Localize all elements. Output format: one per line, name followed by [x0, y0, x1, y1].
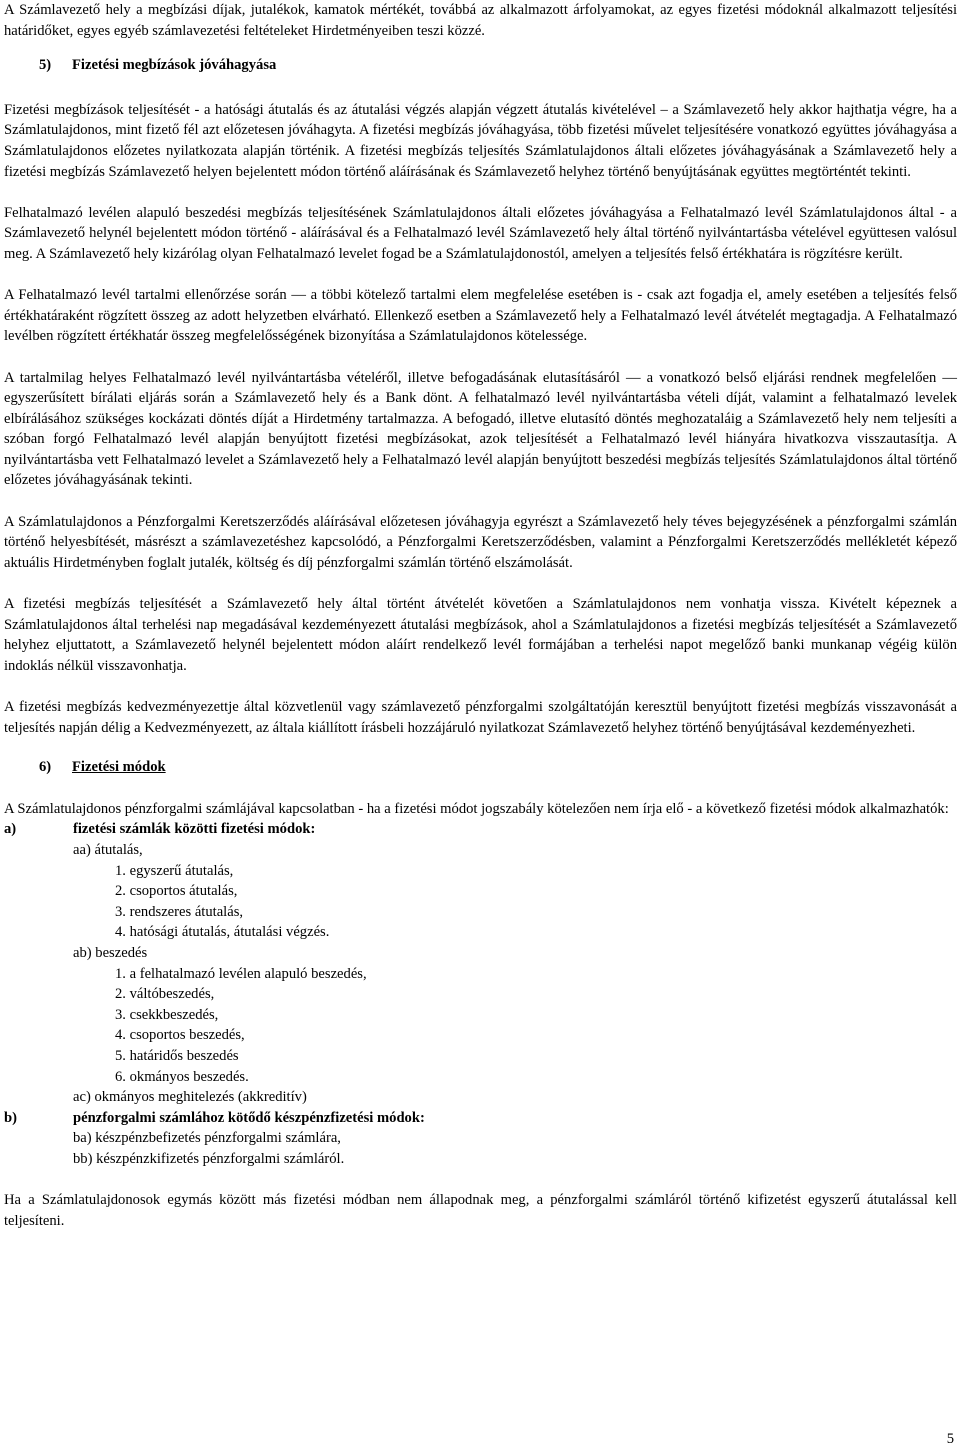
page-number: 5 [946, 1431, 954, 1447]
subgroup-ab-title: ab) beszedés [73, 944, 148, 961]
group-b-label: b) [4, 1109, 17, 1126]
section-5-title: Fizetési megbízások jóváhagyása [72, 57, 277, 74]
list-item: 2. váltóbeszedés, [115, 986, 215, 1003]
intro-paragraph: A Számlavezető hely a megbízási díjak, jutalékok, kamatok mértékét, továbbá az alkalmazott árfolyamokat, az egyes fizetési módoknál alkalmazott teljesítési határidőket, egyes egyéb számlavezetési feltételeket Hirdetményeiben teszi közzé. [4, 2, 957, 39]
list-item: 4. hatósági átutalás, átutalási végzés. [115, 924, 330, 941]
group-a-title: fizetési számlák közötti fizetési módok: [73, 821, 316, 838]
document-page [4, 0, 957, 1232]
subgroup-bb-title: bb) készpénzkifizetés pénzforgalmi számláról. [73, 1150, 345, 1167]
group-a-label: a) [4, 821, 17, 838]
group-b-title: pénzforgalmi számlához kötődő készpénzfizetési módok: [73, 1109, 425, 1126]
section-5-paragraph: A fizetési megbízás kedvezményezettje által közvetlenül vagy számlavezető pénzforgalmi szolgáltatóján keresztül benyújtott fizetési megbízás visszavonását a teljesítés napján délig a Kedvezményezett, az általa kiállított írásbeli hozzájáruló nyilatkozat Számlavezető helyhez történő benyújtásával kezdeményezheti. [4, 699, 957, 736]
section-5-number: 5) [39, 57, 52, 74]
list-item: 5. határidős beszedés [115, 1047, 239, 1064]
list-item: 6. okmányos beszedés. [115, 1068, 249, 1085]
section-6-title: Fizetési módok [72, 759, 166, 776]
payment-methods-list [4, 819, 957, 1169]
closing-paragraph: Ha a Számlatulajdonosok egymás között más fizetési módban nem állapodnak meg, a pénzforgalmi számláról történő kifizetést egyszerű átutalással kell teljesíteni. [4, 1192, 957, 1230]
list-item: 1. a felhatalmazó levélen alapuló beszedés, [115, 965, 367, 982]
group-a-heading [4, 819, 957, 840]
section-5-paragraph: A Felhatalmazó levél tartalmi ellenőrzése során — a többi kötelező tartalmi elem megfelelése esetében is - csak azt fogadja el, amely esetében a teljesítés felső értékhatáraként rögzített összeg az adott helyzetben elvárható. Ellenkező esetben a Számlavezető hely a Felhatalmazó levél átvételét megtagadja. A Felhatalmazó levélben rögzített értékhatár összeg megfelelősségének bizonyítása a Számlatulajdonos kötelessége. [4, 287, 957, 345]
list-item: 3. rendszeres átutalás, [115, 903, 244, 920]
section-5-paragraph: A fizetési megbízás teljesítését a Számlavezető hely által történt átvételét követően a Számlatulajdonos nem vonhatja vissza. Kivételt képeznek a Számlatulajdonos által terhelési nap megadásával kezdeményezett átutalási megbízások, ahol a Számlatulajdonos a fizetési megbízás teljesítését a Számlavezető helyhez eljuttatott, a Számlavezető helynél bejelentett módon aláírt rendelkező levél formájában a terhelési napot megelőző banki munkanap végéig külön indoklás nélkül visszavonhatja. [4, 596, 957, 674]
section-6-number: 6) [39, 759, 52, 776]
section-5-paragraph: Fizetési megbízások teljesítését - a hatósági átutalás és az átutalási végzés alapján végzett átutalás kivételével – a Számlavezető hely akkor hajthatja végre, ha a Számlatulajdonos, mint fizető fél azt előzetesen jóváhagyta. A fizetési megbízás jóváhagyása, több fizetési művelet teljesítésére vonatkozó együttes jóváhagyása a Számlatulajdonos előzetes nyilatkozata alapján történik. A fizetési megbízás teljesítés Számlatulajdonos általi előzetes jóváhagyásának a Számlavezető hely a fizetési megbízás Számlavezető helyen bejelentett módon történő aláírásának és Számlavezető helyhez történő benyújtásának együttes megtörténtét tekinti. [4, 101, 957, 180]
section-5-paragraph: Felhatalmazó levélen alapuló beszedési megbízás teljesítésének Számlatulajdonos általi előzetes jóváhagyása a Felhatalmazó levél Számlatulajdonos által - a Számlavezető helynél bejelentett módon történő - aláírásával és a Felhatalmazó levél Számlavezető hely által történő nyilvántartásba vételével együttesen valósul meg. A Számlavezető hely kizárólag olyan Felhatalmazó levelet fogad be a Számlatulajdonostól, amelyen a teljesítés felső értékhatára is rögzítésre került. [4, 204, 957, 262]
subgroup-ac-title: ac) okmányos meghitelezés (akkreditív) [73, 1089, 307, 1106]
list-item: 3. csekkbeszedés, [115, 1006, 219, 1023]
section-6-intro: A Számlatulajdonos pénzforgalmi számlájával kapcsolatban - ha a fizetési módot jogszabály kötelezően nem írja elő - a következő fizetési módok alkalmazhatók: [4, 800, 949, 817]
list-item: 2. csoportos átutalás, [115, 883, 238, 900]
section-5-paragraph: A Számlatulajdonos a Pénzforgalmi Keretszerződés aláírásával előzetesen jóváhagyja egyrészt a Számlavezető hely téves bejegyzésének a pénzforgalmi számlán történő helyesbítését, másrészt a számlavezetéshez kapcsolódó, a Pénzforgalmi Keretszerződésben, valamint a Pénzforgalmi Keretszerződés mellékletét képező aktuális Hirdetményben foglalt jutalék, költség és díj pénzforgalmi számlán történő elszámolását. [4, 513, 957, 571]
group-b-heading [4, 1108, 957, 1129]
subgroup-aa-title: aa) átutalás, [73, 841, 143, 858]
subgroup-ba-title: ba) készpénzbefizetés pénzforgalmi számlára, [73, 1130, 341, 1147]
section-5-heading [4, 55, 957, 76]
section-6-heading [4, 757, 957, 778]
list-item: 1. egyszerű átutalás, [115, 862, 234, 879]
section-5-paragraph: A tartalmilag helyes Felhatalmazó levél nyilvántartásba vételéről, illetve befogadásának elutasításáról — a vonatkozó belső eljárási rendnek megfelelően — egyszerűsített bírálati eljárás során a Számlavezető hely és a Bank dönt. A felhatalmazó levél nyilvántartásba vételi díját, valamint a felhatalmazó levelek elbírálásához szükséges kockázati döntés díját a Hirdetmény tartalmazza. A befogadó, illetve elutasító döntés meghozataláig a Számlavezető hely nem teljesíti a szóban forgó Felhatalmazó levél alapján benyújtott fizetési megbízásokat, azok teljesítését a Felhatalmazó levél hiányára hivatkozva visszautasítja. A nyilvántartásba vett Felhatalmazó levelet a Számlavezető hely a Felhatalmazó levél alapján benyújtott beszedési megbízás teljesítés Számlatulajdonos által történő előzetes jóváhagyásának tekinti. [4, 369, 957, 489]
list-item: 4. csoportos beszedés, [115, 1027, 245, 1044]
